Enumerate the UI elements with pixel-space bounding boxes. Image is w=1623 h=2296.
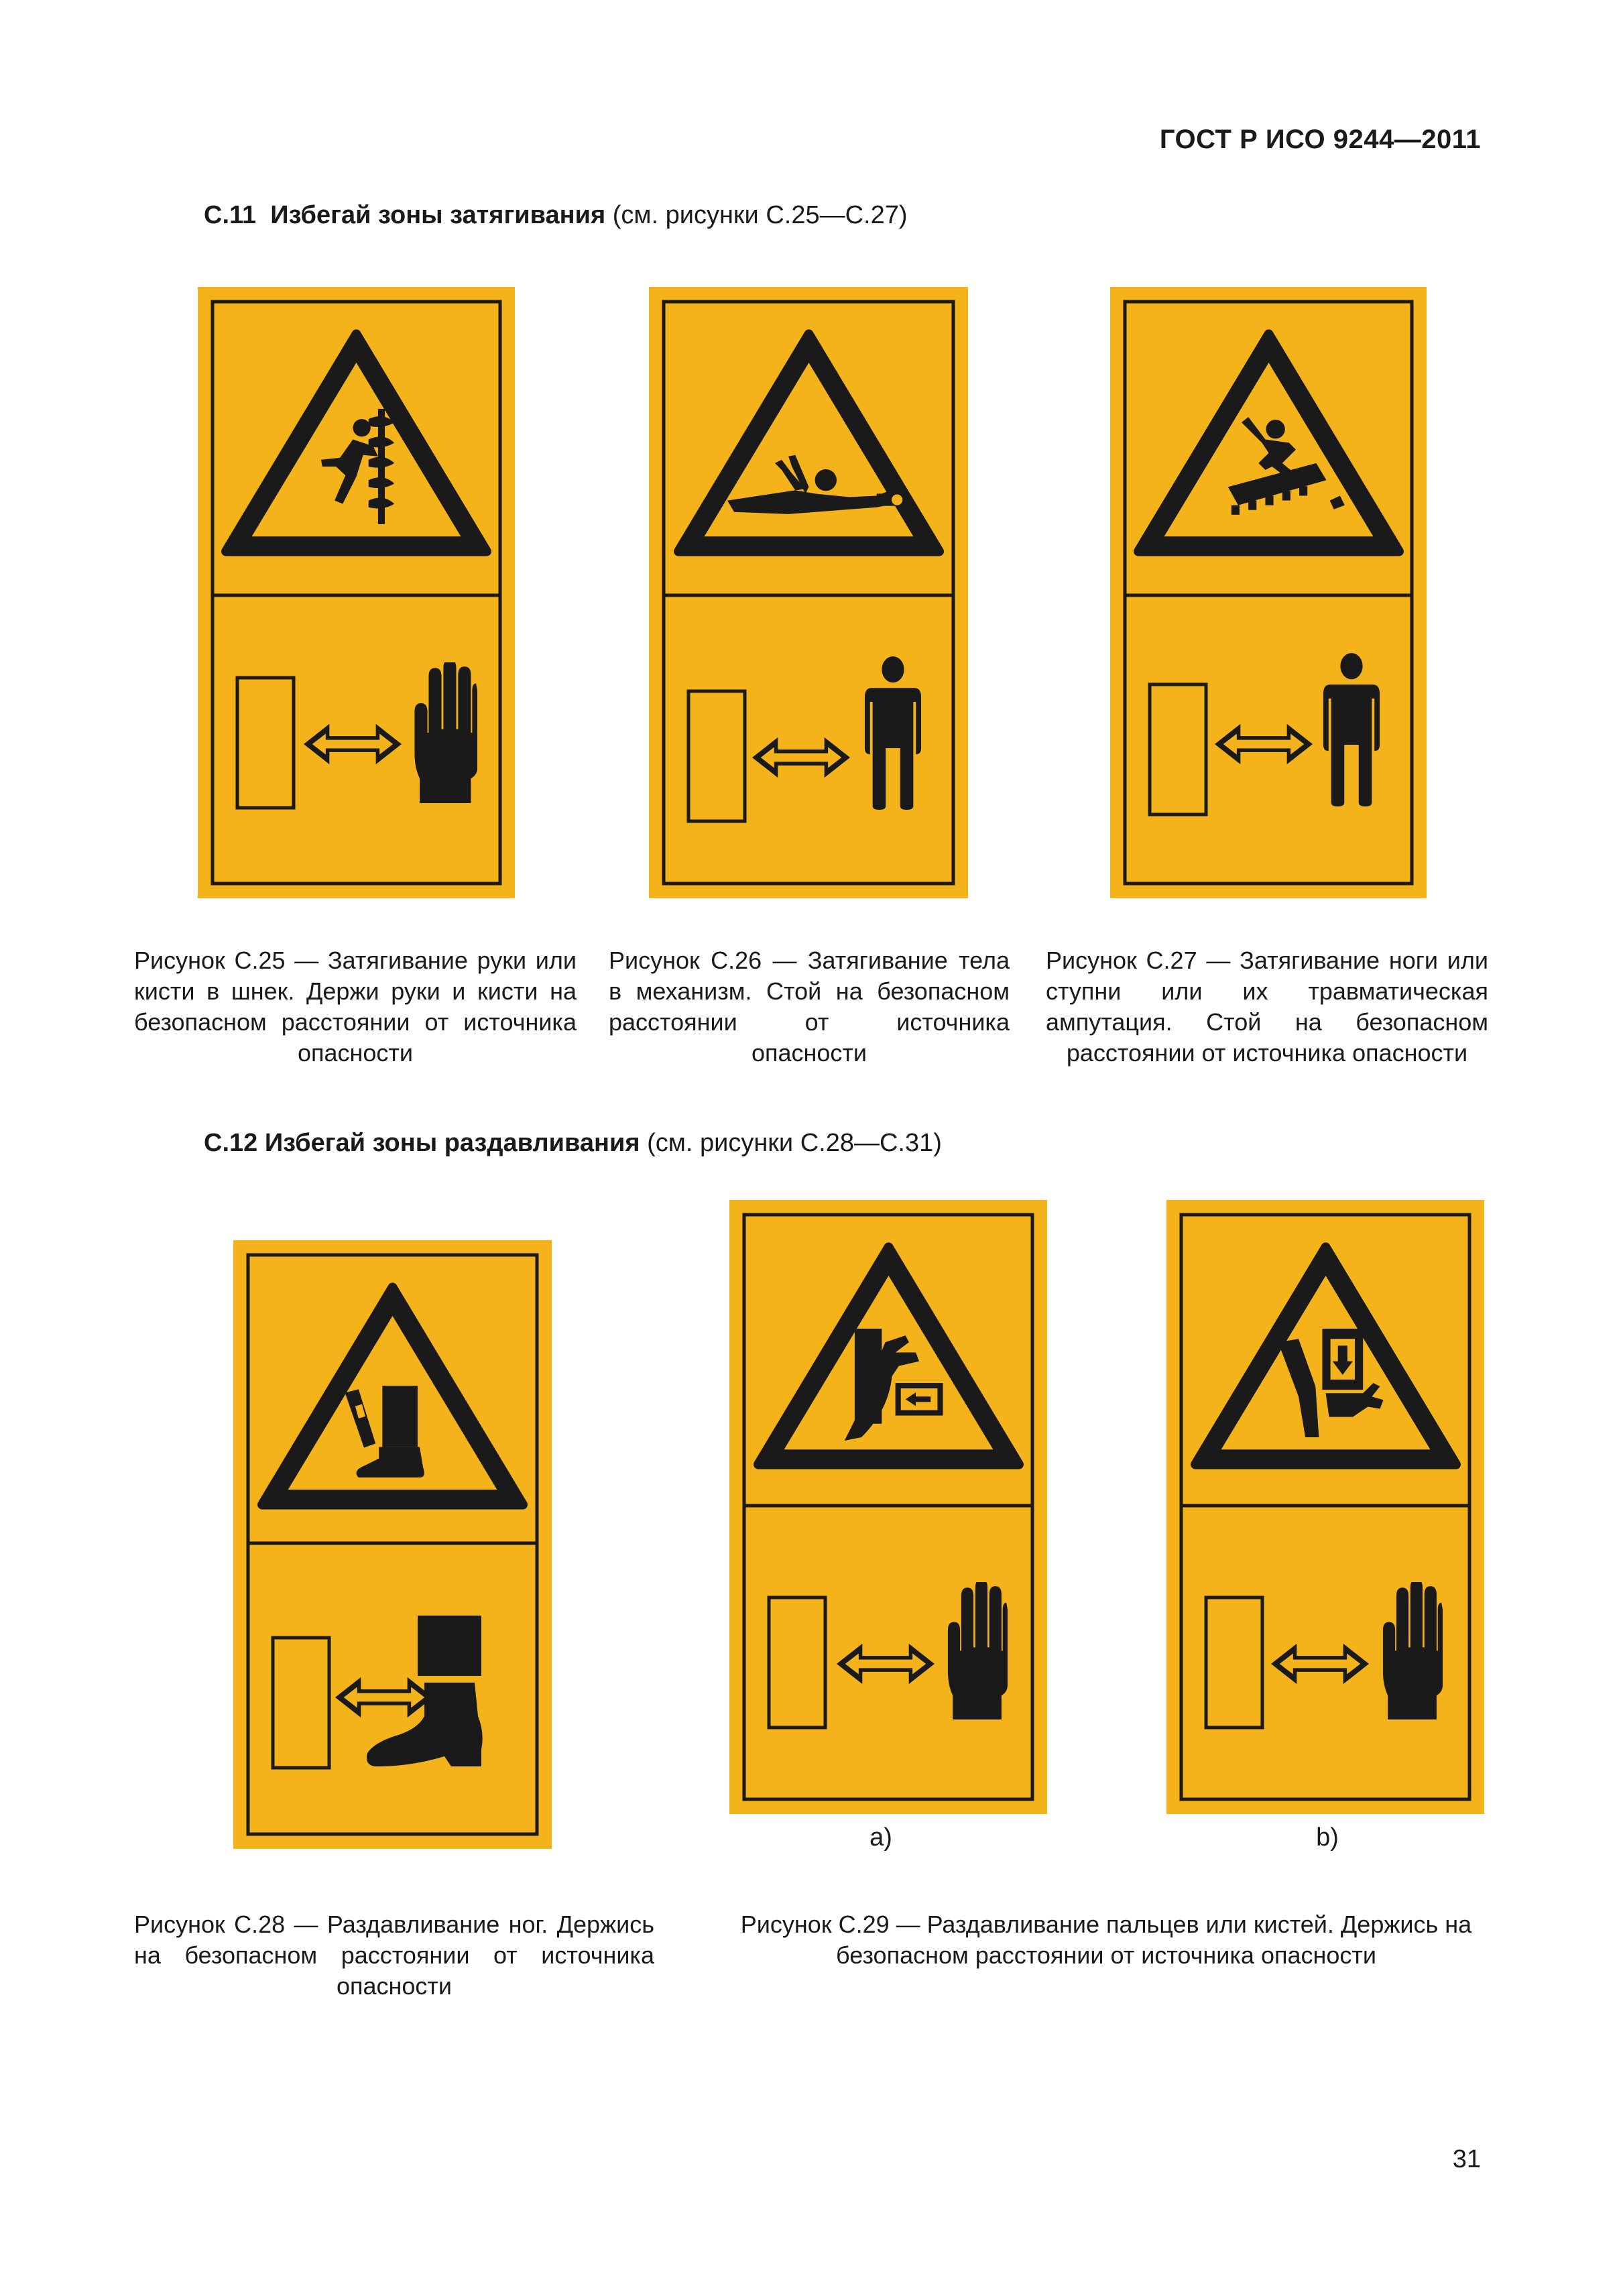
hazard-zone-box <box>1204 1595 1264 1730</box>
section-title: Избегай зоны раздавливания <box>264 1129 640 1157</box>
safety-sign-c29a <box>729 1200 1047 1814</box>
warning-triangle-icon <box>1133 327 1404 558</box>
figure-caption-c25: Рисунок С.25 — Затягивание руки или кисти в шнек. Держи руки и кисти на безопасном расстоянии от источника опасности <box>134 947 577 1067</box>
double-arrow-icon <box>304 723 402 766</box>
section-title: Избегай зоны затягивания <box>270 201 606 229</box>
safety-sign-c28 <box>233 1240 552 1849</box>
subfigure-label-b: b) <box>1316 1823 1339 1852</box>
warning-triangle-icon <box>221 327 492 558</box>
safety-sign-c26 <box>649 287 968 898</box>
warning-triangle-icon <box>673 327 945 558</box>
double-arrow-icon <box>1215 723 1313 766</box>
hazard-zone-box <box>235 676 296 810</box>
section-heading-c12 <box>204 1129 942 1158</box>
section-heading-c11 <box>204 201 908 230</box>
section-reference: (см. рисунки С.28—С.31) <box>647 1129 942 1157</box>
section-reference: (см. рисунки С.25—С.27) <box>612 201 908 229</box>
double-arrow-icon <box>837 1642 935 1685</box>
page-number: 31 <box>1452 2145 1481 2173</box>
figure-caption-c29: Рисунок С.29 — Раздавливание пальцев или кистей. Держись на безопасном расстоянии от источника опасности <box>740 1911 1472 1969</box>
hazard-zone-box <box>686 689 747 823</box>
section-number: C.12 <box>204 1129 258 1157</box>
hand-icon <box>1376 1582 1443 1719</box>
figure-caption-c27: Рисунок С.27 — Затягивание ноги или ступни или их травматическая ампутация. Стой на безопасном расстоянии от источника опасности <box>1046 947 1488 1067</box>
double-arrow-icon <box>752 736 850 779</box>
hazard-zone-box <box>767 1595 827 1730</box>
boot-icon <box>364 1616 508 1770</box>
safety-sign-c27 <box>1110 287 1427 898</box>
safety-sign-c29b <box>1166 1200 1484 1814</box>
figure-caption-c26: Рисунок С.26 — Затягивание тела в механизм. Стой на безопасном расстоянии от источника опасности <box>609 947 1010 1067</box>
subfigure-label-a: a) <box>869 1823 892 1852</box>
hand-icon <box>941 1582 1008 1719</box>
figure-caption-c28: Рисунок С.28 — Раздавливание ног. Держись на безопасном расстоянии от источника опасности <box>134 1911 654 2000</box>
section-number: C.11 <box>204 201 257 229</box>
warning-triangle-icon <box>1190 1240 1461 1471</box>
person-icon <box>863 656 922 810</box>
warning-triangle-icon <box>753 1240 1024 1471</box>
hazard-zone-box <box>1148 682 1208 817</box>
document-header: ГОСТ Р ИСО 9244—2011 <box>1159 125 1481 154</box>
double-arrow-icon <box>1271 1642 1369 1685</box>
person-icon <box>1322 652 1381 806</box>
warning-triangle-icon <box>257 1280 528 1512</box>
hazard-zone-box <box>271 1636 331 1770</box>
hand-icon <box>407 662 477 803</box>
safety-sign-c25 <box>198 287 515 898</box>
